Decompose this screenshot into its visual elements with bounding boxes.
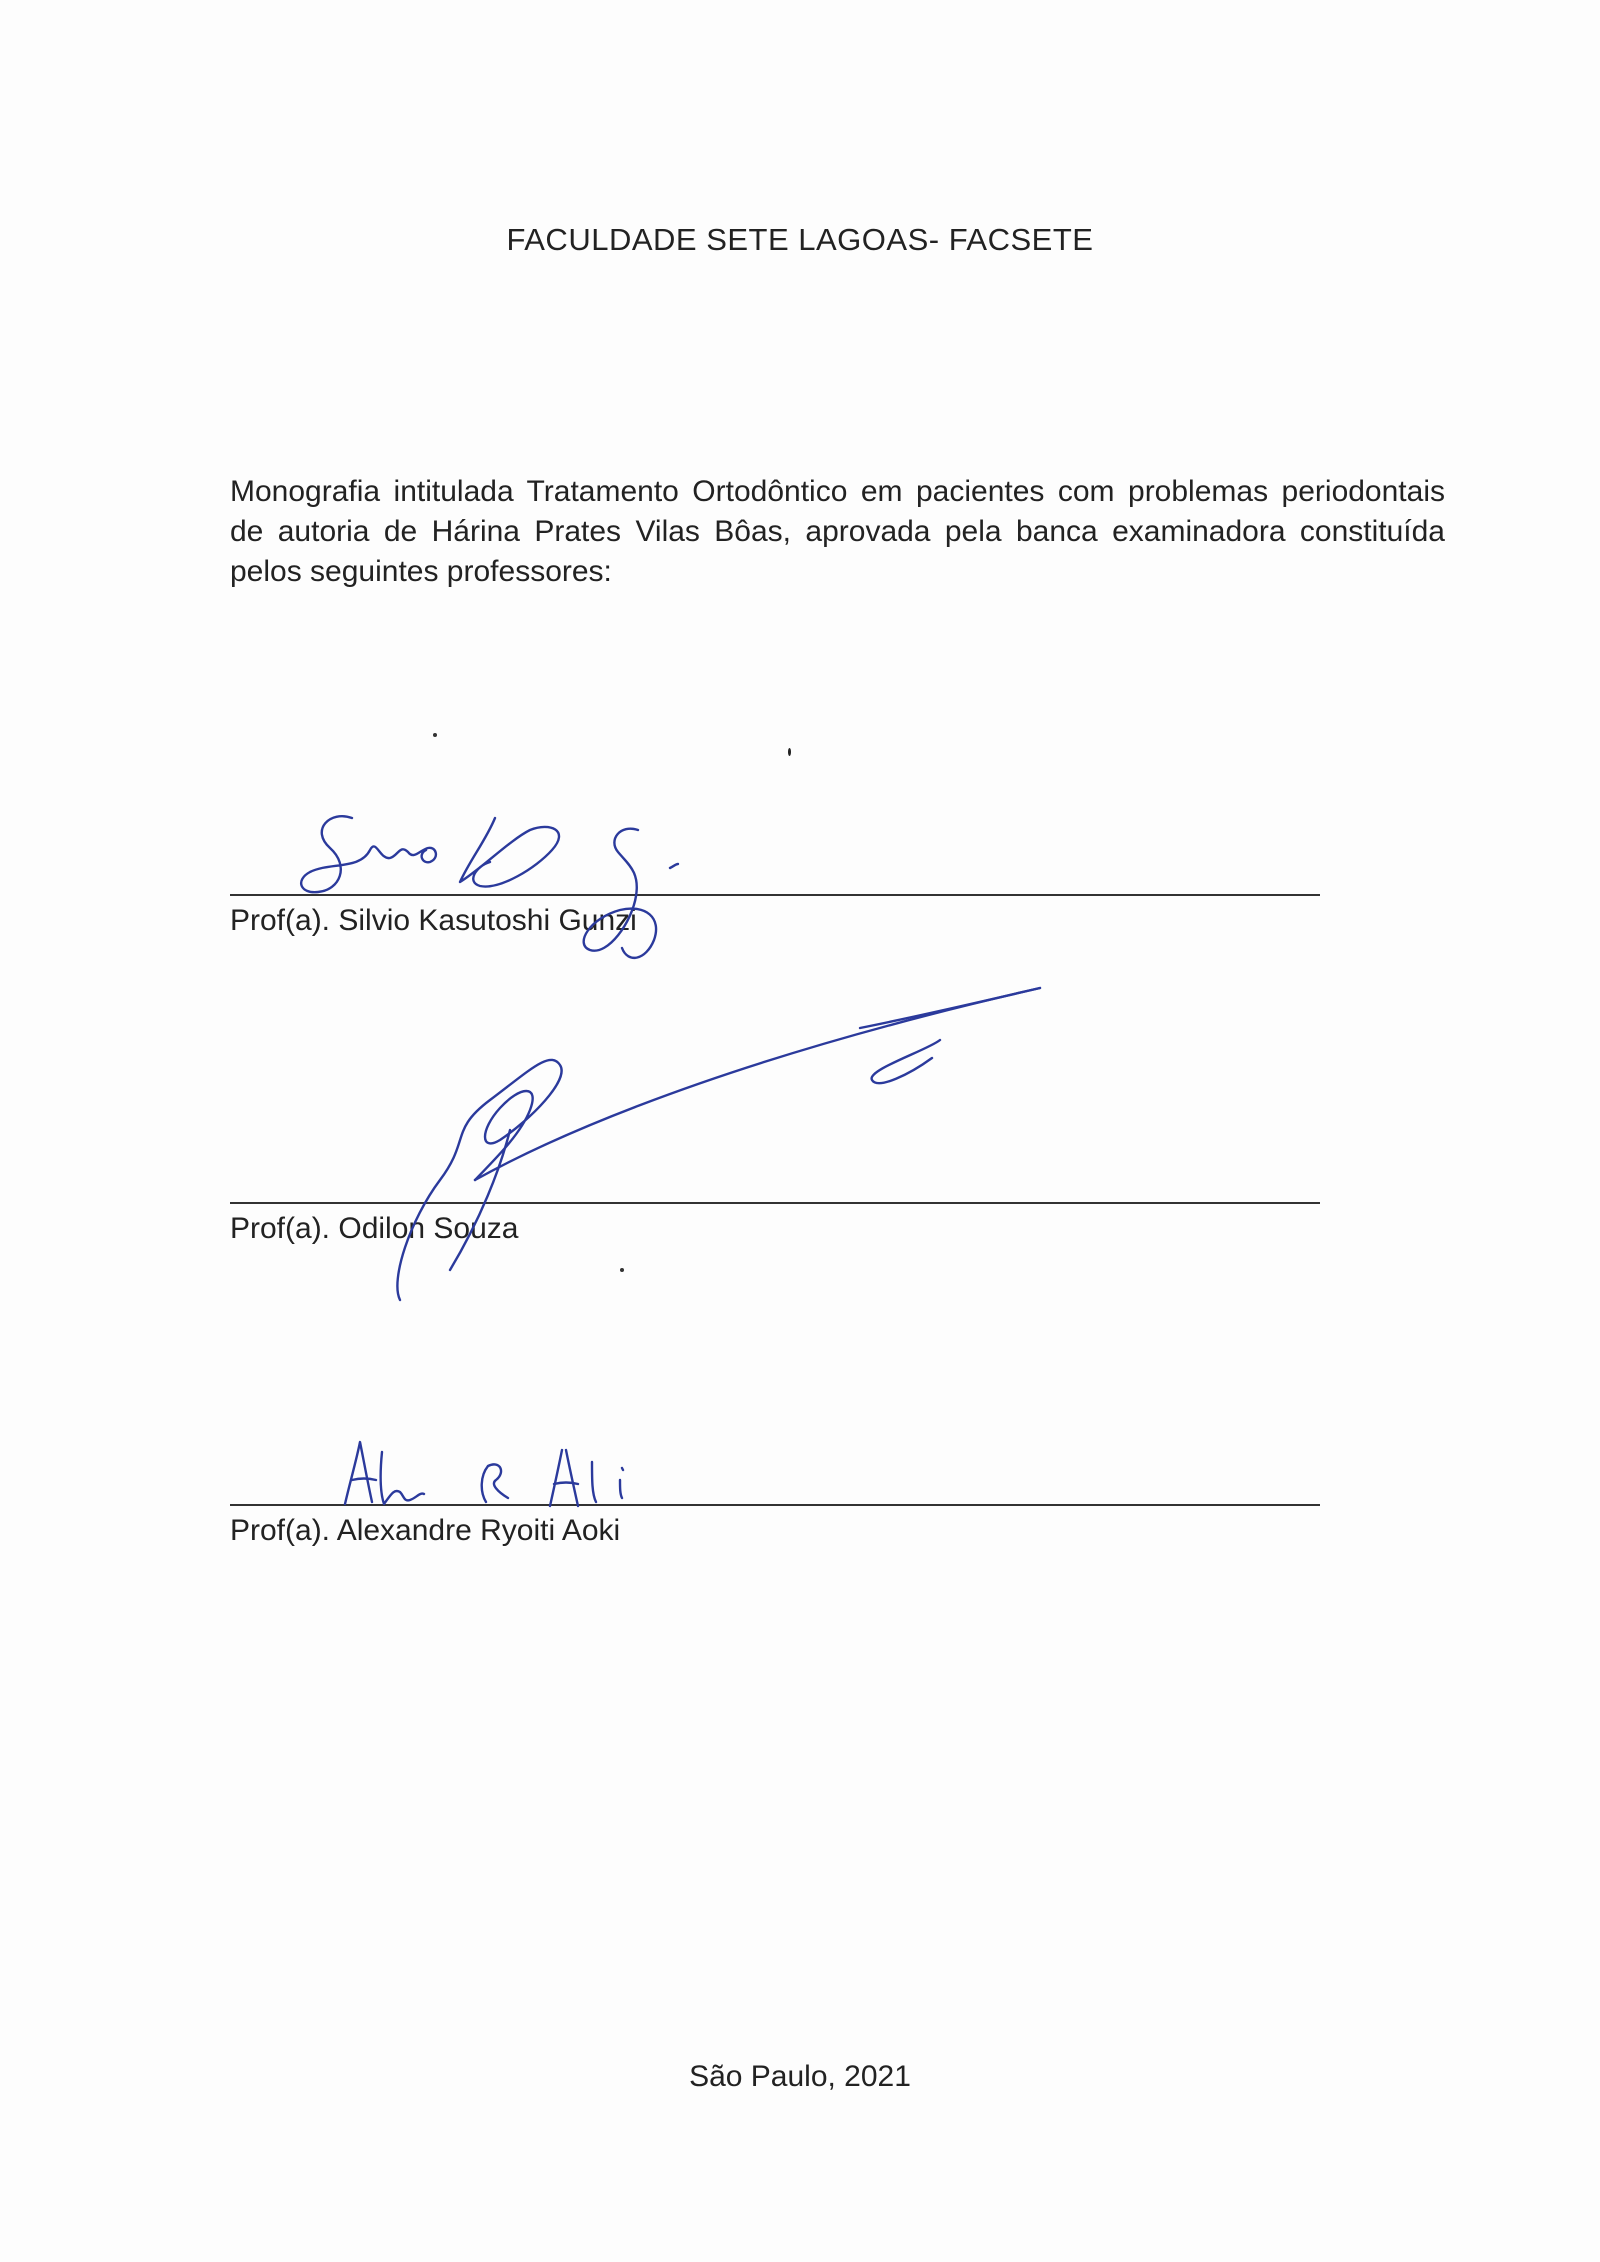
ink-speck xyxy=(433,733,437,737)
institution-title: FACULDADE SETE LAGOAS- FACSETE xyxy=(506,222,1094,257)
signature-line xyxy=(230,1202,1320,1204)
approval-paragraph: Monografia intitulada Tratamento Ortodôntico em pacientes com problemas periodontais de autoria de Hárina Prates Vilas Bôas, aprovada pela banca examinadora constituída pelos seguintes professores: xyxy=(230,475,1445,588)
examiner-3-signature-block xyxy=(230,1490,1320,1590)
examiner-name: Prof(a). Alexandre Ryoiti Aoki xyxy=(230,1514,621,1547)
city-year: São Paulo, 2021 xyxy=(689,2060,911,2093)
signature-line xyxy=(230,1504,1320,1506)
ink-speck xyxy=(788,748,791,756)
examiner-1-signature-block xyxy=(230,880,1320,980)
examiner-name: Prof(a). Silvio Kasutoshi Gunzi xyxy=(230,904,637,937)
examiner-2-signature-block xyxy=(230,1188,1320,1288)
examiner-name: Prof(a). Odilon Souza xyxy=(230,1212,519,1245)
signature-line xyxy=(230,894,1320,896)
